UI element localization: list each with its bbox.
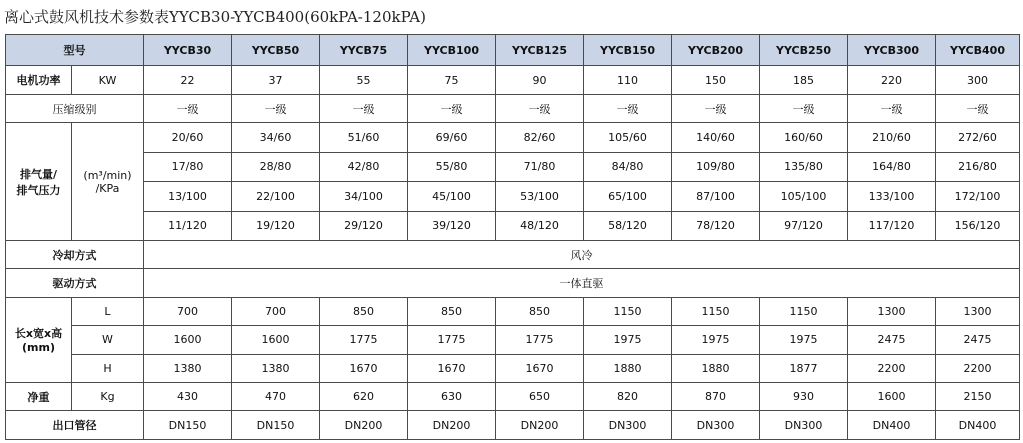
dimension-value: 1775 [408,326,496,354]
model-header: YYCB250 [760,35,848,66]
dimension-value: 1880 [584,354,672,382]
flow-unit-line1: (m³/min) [83,168,132,182]
type-label: 型号 [6,35,144,66]
flow-value: 11/120 [144,211,232,240]
power-value: 220 [848,66,936,94]
flow-unit [72,123,144,241]
flow-value: 58/120 [584,211,672,240]
flow-value: 140/60 [672,123,760,152]
dimension-value: 1380 [144,354,232,382]
flow-value: 210/60 [848,123,936,152]
stage-value: 一级 [584,94,672,122]
cooling-row [6,240,1020,268]
flow-value: 216/80 [936,152,1020,181]
flow-value: 51/60 [320,123,408,152]
flow-value: 164/80 [848,152,936,181]
flow-value: 13/100 [144,182,232,211]
flow-value: 29/120 [320,211,408,240]
drive-label: 驱动方式 [6,269,144,297]
dimension-value: 1300 [936,297,1020,325]
dimension-value: 850 [320,297,408,325]
power-value: 22 [144,66,232,94]
power-row [6,66,1020,94]
dimension-row [6,326,1020,354]
flow-value: 84/80 [584,152,672,181]
stage-value: 一级 [672,94,760,122]
dimension-value: 1975 [760,326,848,354]
power-value: 300 [936,66,1020,94]
dimension-value: 1975 [672,326,760,354]
flow-value: 133/100 [848,182,936,211]
outlet-value: DN300 [584,411,672,440]
outlet-value: DN400 [936,411,1020,440]
flow-value: 65/100 [584,182,672,211]
power-value: 185 [760,66,848,94]
flow-row [6,152,1020,181]
flow-value: 45/100 [408,182,496,211]
dimension-value: 1877 [760,354,848,382]
flow-value: 156/120 [936,211,1020,240]
flow-value: 109/80 [672,152,760,181]
outlet-value: DN400 [848,411,936,440]
stage-value: 一级 [144,94,232,122]
power-value: 37 [232,66,320,94]
outlet-value: DN200 [320,411,408,440]
dimension-value: 1975 [584,326,672,354]
stage-value: 一级 [848,94,936,122]
weight-value: 650 [496,382,584,410]
flow-row [6,182,1020,211]
flow-row [6,123,1020,152]
outlet-row [6,411,1020,440]
dimension-value: 1880 [672,354,760,382]
flow-value: 97/120 [760,211,848,240]
dimension-value: 1670 [320,354,408,382]
weight-value: 870 [672,382,760,410]
dimension-label [6,297,72,382]
flow-value: 69/60 [408,123,496,152]
model-header: YYCB100 [408,35,496,66]
dimension-value: 1300 [848,297,936,325]
dimension-value: 1150 [760,297,848,325]
drive-row [6,269,1020,297]
flow-value: 172/100 [936,182,1020,211]
flow-label [6,123,72,241]
outlet-label: 出口管径 [6,411,144,440]
outlet-value: DN300 [760,411,848,440]
dimension-unit: L [72,297,144,325]
power-value: 90 [496,66,584,94]
flow-label-line2: 排气压力 [16,183,61,197]
page-title: 离心式鼓风机技术参数表YYCB30-YYCB400(60kPA-120kPA) [4,8,426,26]
power-label: 电机功率 [6,66,72,94]
dimension-value: 1380 [232,354,320,382]
dimension-value: 700 [232,297,320,325]
stage-value: 一级 [232,94,320,122]
power-value: 55 [320,66,408,94]
dimension-value: 1670 [496,354,584,382]
model-header: YYCB125 [496,35,584,66]
outlet-value: DN150 [144,411,232,440]
flow-value: 53/100 [496,182,584,211]
outlet-value: DN300 [672,411,760,440]
flow-value: 78/120 [672,211,760,240]
weight-value: 1600 [848,382,936,410]
dimension-value: 2200 [936,354,1020,382]
dimension-label-line2: (mm) [22,341,55,355]
outlet-value: DN150 [232,411,320,440]
weight-value: 620 [320,382,408,410]
dimension-value: 850 [496,297,584,325]
power-value: 110 [584,66,672,94]
header-row [6,35,1020,66]
stage-value: 一级 [936,94,1020,122]
model-header: YYCB400 [936,35,1020,66]
model-header: YYCB300 [848,35,936,66]
flow-value: 117/120 [848,211,936,240]
flow-value: 82/60 [496,123,584,152]
weight-unit: Kg [72,382,144,410]
stage-label: 压缩级别 [6,94,144,122]
flow-unit-line2: /KPa [95,181,120,195]
dimension-unit: H [72,354,144,382]
dimension-value: 850 [408,297,496,325]
model-header: YYCB200 [672,35,760,66]
stage-value: 一级 [320,94,408,122]
dimension-value: 2200 [848,354,936,382]
power-unit: KW [72,66,144,94]
flow-row [6,211,1020,240]
flow-value: 28/80 [232,152,320,181]
flow-value: 19/120 [232,211,320,240]
weight-row [6,382,1020,410]
dimension-unit: W [72,326,144,354]
flow-value: 87/100 [672,182,760,211]
dimension-value: 700 [144,297,232,325]
outlet-value: DN200 [408,411,496,440]
dimension-value: 1775 [320,326,408,354]
dimension-value: 1600 [232,326,320,354]
dimension-value: 1150 [584,297,672,325]
flow-value: 55/80 [408,152,496,181]
flow-value: 272/60 [936,123,1020,152]
dimension-value: 2475 [936,326,1020,354]
flow-value: 22/100 [232,182,320,211]
dimension-row [6,354,1020,382]
cooling-label: 冷却方式 [6,240,144,268]
stage-value: 一级 [760,94,848,122]
weight-value: 930 [760,382,848,410]
dimension-value: 1150 [672,297,760,325]
dimension-value: 1670 [408,354,496,382]
flow-value: 20/60 [144,123,232,152]
power-value: 75 [408,66,496,94]
weight-label: 净重 [6,382,72,410]
flow-value: 39/120 [408,211,496,240]
dimension-label-line1: 长x宽x高 [14,327,63,341]
stage-value: 一级 [408,94,496,122]
flow-value: 34/100 [320,182,408,211]
weight-value: 2150 [936,382,1020,410]
flow-value: 34/60 [232,123,320,152]
flow-value: 42/80 [320,152,408,181]
flow-value: 160/60 [760,123,848,152]
dimension-value: 2475 [848,326,936,354]
model-header: YYCB50 [232,35,320,66]
spec-table [5,34,1020,440]
stage-value: 一级 [496,94,584,122]
dimension-value: 1600 [144,326,232,354]
dimension-value: 1775 [496,326,584,354]
flow-value: 48/120 [496,211,584,240]
flow-label-line1: 排气量/ [19,167,58,181]
weight-value: 430 [144,382,232,410]
model-header: YYCB75 [320,35,408,66]
cooling-value: 风冷 [144,240,1020,268]
model-header: YYCB30 [144,35,232,66]
model-header: YYCB150 [584,35,672,66]
dimension-row [6,297,1020,325]
flow-value: 135/80 [760,152,848,181]
flow-value: 105/60 [584,123,672,152]
outlet-value: DN200 [496,411,584,440]
weight-value: 630 [408,382,496,410]
stage-row [6,94,1020,122]
flow-value: 71/80 [496,152,584,181]
weight-value: 820 [584,382,672,410]
weight-value: 470 [232,382,320,410]
power-value: 150 [672,66,760,94]
flow-value: 17/80 [144,152,232,181]
flow-value: 105/100 [760,182,848,211]
drive-value: 一体直驱 [144,269,1020,297]
